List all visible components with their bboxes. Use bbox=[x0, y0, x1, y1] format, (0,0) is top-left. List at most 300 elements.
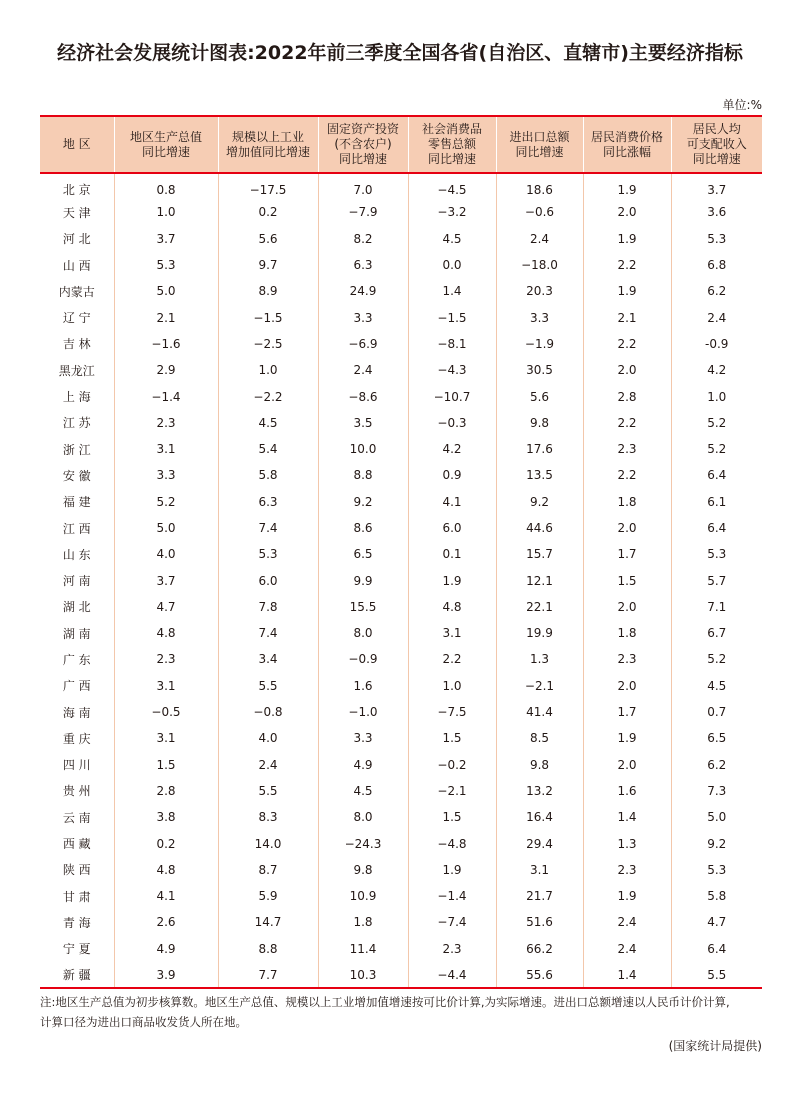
value-cell: 6.1 bbox=[671, 489, 762, 515]
value-cell: 3.3 bbox=[318, 304, 408, 330]
value-cell: 2.0 bbox=[583, 752, 671, 778]
column-header-line: 同比增速 bbox=[515, 144, 564, 159]
value-cell: 8.6 bbox=[318, 515, 408, 541]
value-cell: 4.2 bbox=[671, 357, 762, 383]
column-header-line: 进出口总额 bbox=[509, 129, 570, 144]
table-row bbox=[40, 304, 762, 330]
value-cell: −2.1 bbox=[408, 778, 496, 804]
value-cell: 1.9 bbox=[583, 278, 671, 304]
value-cell: 8.5 bbox=[496, 725, 583, 751]
value-cell: 6.8 bbox=[671, 252, 762, 278]
region-cell: 山 东 bbox=[62, 547, 91, 562]
region-cell: 陕 西 bbox=[62, 863, 91, 878]
region-cell: 辽 宁 bbox=[62, 311, 91, 326]
value-cell: −1.4 bbox=[408, 883, 496, 909]
table-row bbox=[40, 278, 762, 304]
value-cell: 6.5 bbox=[318, 541, 408, 567]
table-row bbox=[40, 778, 762, 804]
region-cell: 青 海 bbox=[62, 915, 91, 930]
region-cell: 江 西 bbox=[62, 521, 91, 536]
table-row bbox=[40, 857, 762, 883]
value-cell: 9.2 bbox=[671, 830, 762, 856]
table-row bbox=[40, 357, 762, 383]
table-row bbox=[40, 410, 762, 436]
footnote-line: 注:地区生产总值为初步核算数。地区生产总值、规模以上工业增加值增速按可比价计算,为实际增速。进出口总额增速以人民币计价计算, bbox=[40, 995, 730, 1009]
value-cell: 2.6 bbox=[114, 909, 218, 935]
value-cell: 0.2 bbox=[218, 199, 318, 225]
value-cell: 1.8 bbox=[583, 489, 671, 515]
value-cell: −17.5 bbox=[218, 173, 318, 199]
value-cell: 7.8 bbox=[218, 594, 318, 620]
value-cell: 4.1 bbox=[114, 883, 218, 909]
value-cell: 55.6 bbox=[496, 962, 583, 988]
value-cell: 9.9 bbox=[318, 567, 408, 593]
table-row bbox=[40, 252, 762, 278]
value-cell: 2.2 bbox=[583, 331, 671, 357]
value-cell: 5.3 bbox=[671, 226, 762, 252]
value-cell: 2.8 bbox=[583, 383, 671, 409]
column-header-line: 地区生产总值 bbox=[129, 129, 202, 144]
region-cell: 甘 肃 bbox=[62, 889, 91, 904]
value-cell: 5.8 bbox=[671, 883, 762, 909]
table-row bbox=[40, 594, 762, 620]
value-cell: 5.3 bbox=[671, 857, 762, 883]
value-cell: 5.0 bbox=[114, 515, 218, 541]
value-cell: 13.5 bbox=[496, 462, 583, 488]
column-header bbox=[583, 116, 671, 173]
value-cell: 1.9 bbox=[583, 725, 671, 751]
value-cell: 5.3 bbox=[218, 541, 318, 567]
value-cell: −1.4 bbox=[114, 383, 218, 409]
value-cell: −4.3 bbox=[408, 357, 496, 383]
value-cell: 66.2 bbox=[496, 936, 583, 962]
value-cell: 1.3 bbox=[583, 830, 671, 856]
value-cell: 44.6 bbox=[496, 515, 583, 541]
value-cell: 9.7 bbox=[218, 252, 318, 278]
region-cell: 贵 州 bbox=[62, 784, 91, 799]
value-cell: 24.9 bbox=[318, 278, 408, 304]
value-cell: 1.0 bbox=[671, 383, 762, 409]
table-row bbox=[40, 804, 762, 830]
value-cell: -0.9 bbox=[671, 331, 762, 357]
value-cell: 0.0 bbox=[408, 252, 496, 278]
value-cell: 8.0 bbox=[318, 804, 408, 830]
value-cell: 2.4 bbox=[496, 226, 583, 252]
value-cell: 5.0 bbox=[114, 278, 218, 304]
value-cell: 2.8 bbox=[114, 778, 218, 804]
column-header-line: (不含农户) bbox=[334, 137, 392, 151]
value-cell: 6.3 bbox=[318, 252, 408, 278]
value-cell: 3.3 bbox=[318, 725, 408, 751]
value-cell: 1.4 bbox=[408, 278, 496, 304]
value-cell: −8.6 bbox=[318, 383, 408, 409]
column-header-line: 增加值同比增速 bbox=[225, 144, 310, 159]
value-cell: −3.2 bbox=[408, 199, 496, 225]
value-cell: −2.1 bbox=[496, 673, 583, 699]
column-header-line: 居民人均 bbox=[692, 122, 741, 136]
column-header-line: 同比增速 bbox=[427, 152, 476, 166]
column-header-line: 固定资产投资 bbox=[326, 122, 399, 136]
value-cell: 15.7 bbox=[496, 541, 583, 567]
value-cell: 21.7 bbox=[496, 883, 583, 909]
region-cell: 海 南 bbox=[62, 705, 91, 720]
value-cell: 4.9 bbox=[114, 936, 218, 962]
value-cell: 8.8 bbox=[318, 462, 408, 488]
region-cell: 黑龙江 bbox=[58, 363, 95, 378]
value-cell: −2.5 bbox=[218, 331, 318, 357]
value-cell: 1.0 bbox=[408, 673, 496, 699]
value-cell: 6.0 bbox=[218, 567, 318, 593]
value-cell: 3.3 bbox=[114, 462, 218, 488]
value-cell: −8.1 bbox=[408, 331, 496, 357]
table-row bbox=[40, 830, 762, 856]
value-cell: −24.3 bbox=[318, 830, 408, 856]
value-cell: 4.8 bbox=[114, 857, 218, 883]
value-cell: 3.7 bbox=[114, 567, 218, 593]
column-header bbox=[408, 116, 496, 173]
value-cell: 2.0 bbox=[583, 199, 671, 225]
value-cell: 3.5 bbox=[318, 410, 408, 436]
value-cell: 2.3 bbox=[114, 646, 218, 672]
value-cell: 4.9 bbox=[318, 752, 408, 778]
value-cell: 0.7 bbox=[671, 699, 762, 725]
value-cell: 1.6 bbox=[318, 673, 408, 699]
value-cell: 7.4 bbox=[218, 620, 318, 646]
table-row bbox=[40, 883, 762, 909]
value-cell: −0.8 bbox=[218, 699, 318, 725]
value-cell: 10.3 bbox=[318, 962, 408, 988]
table-row bbox=[40, 909, 762, 935]
column-header-line: 同比涨幅 bbox=[602, 144, 651, 159]
value-cell: 8.0 bbox=[318, 620, 408, 646]
value-cell: 5.9 bbox=[218, 883, 318, 909]
value-cell: 1.5 bbox=[583, 567, 671, 593]
value-cell: 4.8 bbox=[408, 594, 496, 620]
value-cell: −2.2 bbox=[218, 383, 318, 409]
column-header-line: 地 区 bbox=[62, 137, 91, 151]
value-cell: 5.2 bbox=[671, 646, 762, 672]
table-row bbox=[40, 673, 762, 699]
value-cell: 3.7 bbox=[114, 226, 218, 252]
value-cell: 6.7 bbox=[671, 620, 762, 646]
value-cell: 20.3 bbox=[496, 278, 583, 304]
region-cell: 重 庆 bbox=[62, 731, 91, 746]
value-cell: 4.5 bbox=[408, 226, 496, 252]
value-cell: 6.4 bbox=[671, 936, 762, 962]
value-cell: 10.9 bbox=[318, 883, 408, 909]
column-header-line: 居民消费价格 bbox=[590, 129, 663, 144]
value-cell: 7.1 bbox=[671, 594, 762, 620]
table-row bbox=[40, 515, 762, 541]
column-header bbox=[40, 116, 114, 173]
table-row bbox=[40, 173, 762, 199]
value-cell: 5.7 bbox=[671, 567, 762, 593]
value-cell: 3.3 bbox=[496, 304, 583, 330]
value-cell: 5.5 bbox=[218, 778, 318, 804]
region-cell: 河 南 bbox=[62, 574, 91, 589]
value-cell: −6.9 bbox=[318, 331, 408, 357]
value-cell: 5.5 bbox=[671, 962, 762, 988]
value-cell: 2.3 bbox=[583, 436, 671, 462]
table-row bbox=[40, 620, 762, 646]
value-cell: 0.2 bbox=[114, 830, 218, 856]
value-cell: 8.9 bbox=[218, 278, 318, 304]
value-cell: 1.9 bbox=[583, 883, 671, 909]
value-cell: −7.9 bbox=[318, 199, 408, 225]
column-header bbox=[671, 116, 762, 173]
value-cell: −4.4 bbox=[408, 962, 496, 988]
page-title: 经济社会发展统计图表:2022年前三季度全国各省(自治区、直辖市)主要经济指标 bbox=[57, 42, 743, 64]
value-cell: 5.6 bbox=[218, 226, 318, 252]
value-cell: 1.9 bbox=[583, 173, 671, 199]
value-cell: 30.5 bbox=[496, 357, 583, 383]
value-cell: 16.4 bbox=[496, 804, 583, 830]
value-cell: 4.5 bbox=[671, 673, 762, 699]
value-cell: 2.0 bbox=[583, 357, 671, 383]
value-cell: 11.4 bbox=[318, 936, 408, 962]
value-cell: 2.3 bbox=[408, 936, 496, 962]
value-cell: 1.8 bbox=[583, 620, 671, 646]
value-cell: 4.1 bbox=[408, 489, 496, 515]
value-cell: 2.2 bbox=[583, 462, 671, 488]
value-cell: 1.4 bbox=[583, 962, 671, 988]
value-cell: 6.4 bbox=[671, 515, 762, 541]
region-cell: 云 南 bbox=[62, 810, 91, 825]
value-cell: 1.0 bbox=[114, 199, 218, 225]
value-cell: −1.0 bbox=[318, 699, 408, 725]
footnotes bbox=[40, 992, 765, 1032]
region-cell: 湖 南 bbox=[62, 626, 91, 641]
value-cell: 0.9 bbox=[408, 462, 496, 488]
value-cell: 12.1 bbox=[496, 567, 583, 593]
value-cell: 3.9 bbox=[114, 962, 218, 988]
column-header-line: 零售总额 bbox=[427, 137, 476, 151]
table-row bbox=[40, 936, 762, 962]
value-cell: 7.4 bbox=[218, 515, 318, 541]
value-cell: 1.5 bbox=[408, 804, 496, 830]
value-cell: 2.2 bbox=[583, 410, 671, 436]
value-cell: 3.6 bbox=[671, 199, 762, 225]
value-cell: 2.0 bbox=[583, 594, 671, 620]
value-cell: 5.2 bbox=[114, 489, 218, 515]
value-cell: 6.0 bbox=[408, 515, 496, 541]
value-cell: 5.6 bbox=[496, 383, 583, 409]
value-cell: 1.7 bbox=[583, 541, 671, 567]
value-cell: 5.4 bbox=[218, 436, 318, 462]
column-header-line: 社会消费品 bbox=[421, 122, 482, 136]
region-cell: 四 川 bbox=[62, 758, 91, 773]
value-cell: 2.1 bbox=[114, 304, 218, 330]
value-cell: 3.4 bbox=[218, 646, 318, 672]
table-row bbox=[40, 462, 762, 488]
value-cell: 0.8 bbox=[114, 173, 218, 199]
region-cell: 北 京 bbox=[62, 183, 91, 198]
value-cell: 2.1 bbox=[583, 304, 671, 330]
table-row bbox=[40, 331, 762, 357]
value-cell: 3.1 bbox=[496, 857, 583, 883]
value-cell: 4.7 bbox=[671, 909, 762, 935]
value-cell: 15.5 bbox=[318, 594, 408, 620]
value-cell: −10.7 bbox=[408, 383, 496, 409]
value-cell: 3.7 bbox=[671, 173, 762, 199]
value-cell: 9.8 bbox=[496, 410, 583, 436]
value-cell: 29.4 bbox=[496, 830, 583, 856]
value-cell: −0.9 bbox=[318, 646, 408, 672]
value-cell: 6.4 bbox=[671, 462, 762, 488]
table-row bbox=[40, 383, 762, 409]
region-cell: 湖 北 bbox=[62, 600, 91, 615]
value-cell: 2.2 bbox=[408, 646, 496, 672]
value-cell: −7.4 bbox=[408, 909, 496, 935]
value-cell: 2.4 bbox=[218, 752, 318, 778]
value-cell: −1.5 bbox=[218, 304, 318, 330]
value-cell: 2.4 bbox=[318, 357, 408, 383]
table-body bbox=[40, 173, 762, 988]
column-header bbox=[496, 116, 583, 173]
table-row bbox=[40, 567, 762, 593]
table-row bbox=[40, 646, 762, 672]
value-cell: 8.7 bbox=[218, 857, 318, 883]
value-cell: −0.6 bbox=[496, 199, 583, 225]
value-cell: 1.4 bbox=[583, 804, 671, 830]
region-cell: 新 疆 bbox=[62, 968, 91, 983]
value-cell: 8.8 bbox=[218, 936, 318, 962]
table-header-row bbox=[40, 116, 762, 173]
column-header-line: 可支配收入 bbox=[686, 137, 747, 151]
region-cell: 广 东 bbox=[62, 652, 91, 667]
value-cell: 3.8 bbox=[114, 804, 218, 830]
value-cell: −1.6 bbox=[114, 331, 218, 357]
value-cell: 6.3 bbox=[218, 489, 318, 515]
value-cell: 1.7 bbox=[583, 699, 671, 725]
table-row bbox=[40, 436, 762, 462]
value-cell: 1.9 bbox=[408, 857, 496, 883]
value-cell: 14.7 bbox=[218, 909, 318, 935]
value-cell: −0.2 bbox=[408, 752, 496, 778]
value-cell: 4.0 bbox=[114, 541, 218, 567]
value-cell: 1.0 bbox=[218, 357, 318, 383]
value-cell: 9.8 bbox=[496, 752, 583, 778]
column-header-line: 同比增速 bbox=[141, 144, 190, 159]
value-cell: 2.9 bbox=[114, 357, 218, 383]
value-cell: 4.7 bbox=[114, 594, 218, 620]
value-cell: −1.5 bbox=[408, 304, 496, 330]
value-cell: 5.2 bbox=[671, 436, 762, 462]
value-cell: 1.5 bbox=[408, 725, 496, 751]
value-cell: 2.0 bbox=[583, 673, 671, 699]
value-cell: 5.5 bbox=[218, 673, 318, 699]
footnote-line: 计算口径为进出口商品收发货人所在地。 bbox=[40, 1015, 247, 1029]
value-cell: 1.9 bbox=[408, 567, 496, 593]
table-row bbox=[40, 541, 762, 567]
value-cell: 4.5 bbox=[318, 778, 408, 804]
value-cell: 3.1 bbox=[114, 436, 218, 462]
value-cell: 5.3 bbox=[671, 541, 762, 567]
column-header-line: 同比增速 bbox=[338, 152, 387, 166]
value-cell: 6.2 bbox=[671, 278, 762, 304]
value-cell: 2.4 bbox=[583, 936, 671, 962]
value-cell: 9.8 bbox=[318, 857, 408, 883]
value-cell: 8.3 bbox=[218, 804, 318, 830]
value-cell: 18.6 bbox=[496, 173, 583, 199]
value-cell: 51.6 bbox=[496, 909, 583, 935]
value-cell: 0.1 bbox=[408, 541, 496, 567]
value-cell: 14.0 bbox=[218, 830, 318, 856]
unit-label: 单位:% bbox=[722, 98, 762, 112]
value-cell: 6.2 bbox=[671, 752, 762, 778]
value-cell: 4.0 bbox=[218, 725, 318, 751]
value-cell: 3.1 bbox=[408, 620, 496, 646]
source-credit: (国家统计局提供) bbox=[668, 1039, 762, 1053]
table-row bbox=[40, 199, 762, 225]
region-cell: 西 藏 bbox=[62, 837, 91, 852]
table-row bbox=[40, 962, 762, 988]
value-cell: 10.0 bbox=[318, 436, 408, 462]
region-cell: 山 西 bbox=[62, 258, 91, 273]
table-row bbox=[40, 489, 762, 515]
value-cell: 1.9 bbox=[583, 226, 671, 252]
table-row bbox=[40, 699, 762, 725]
region-cell: 江 苏 bbox=[62, 416, 91, 431]
value-cell: 17.6 bbox=[496, 436, 583, 462]
value-cell: 7.7 bbox=[218, 962, 318, 988]
value-cell: 1.5 bbox=[114, 752, 218, 778]
region-cell: 上 海 bbox=[62, 390, 91, 405]
value-cell: 4.8 bbox=[114, 620, 218, 646]
value-cell: 5.2 bbox=[671, 410, 762, 436]
value-cell: 13.2 bbox=[496, 778, 583, 804]
region-cell: 广 西 bbox=[62, 679, 91, 694]
value-cell: 2.4 bbox=[583, 909, 671, 935]
value-cell: 7.3 bbox=[671, 778, 762, 804]
value-cell: 5.8 bbox=[218, 462, 318, 488]
region-cell: 宁 夏 bbox=[62, 942, 91, 957]
column-header bbox=[318, 116, 408, 173]
region-cell: 福 建 bbox=[62, 495, 91, 510]
value-cell: 5.0 bbox=[671, 804, 762, 830]
value-cell: 9.2 bbox=[496, 489, 583, 515]
table-row bbox=[40, 725, 762, 751]
value-cell: 2.2 bbox=[583, 252, 671, 278]
value-cell: 2.3 bbox=[583, 646, 671, 672]
table-row bbox=[40, 226, 762, 252]
region-cell: 河 北 bbox=[62, 232, 91, 247]
column-header bbox=[218, 116, 318, 173]
region-cell: 浙 江 bbox=[62, 442, 91, 457]
value-cell: 9.2 bbox=[318, 489, 408, 515]
region-cell: 天 津 bbox=[62, 205, 91, 220]
value-cell: 2.0 bbox=[583, 515, 671, 541]
value-cell: 7.0 bbox=[318, 173, 408, 199]
column-header-line: 规模以上工业 bbox=[231, 129, 304, 144]
value-cell: 22.1 bbox=[496, 594, 583, 620]
value-cell: 41.4 bbox=[496, 699, 583, 725]
value-cell: 1.8 bbox=[318, 909, 408, 935]
value-cell: 3.1 bbox=[114, 673, 218, 699]
value-cell: 3.1 bbox=[114, 725, 218, 751]
column-header-line: 同比增速 bbox=[692, 152, 741, 166]
value-cell: 1.6 bbox=[583, 778, 671, 804]
value-cell: 4.5 bbox=[218, 410, 318, 436]
region-cell: 吉 林 bbox=[62, 337, 91, 352]
economic-indicators-table bbox=[40, 115, 762, 989]
region-cell: 内蒙古 bbox=[58, 284, 95, 299]
value-cell: 2.3 bbox=[583, 857, 671, 883]
value-cell: −18.0 bbox=[496, 252, 583, 278]
value-cell: −1.9 bbox=[496, 331, 583, 357]
value-cell: 19.9 bbox=[496, 620, 583, 646]
value-cell: −4.5 bbox=[408, 173, 496, 199]
